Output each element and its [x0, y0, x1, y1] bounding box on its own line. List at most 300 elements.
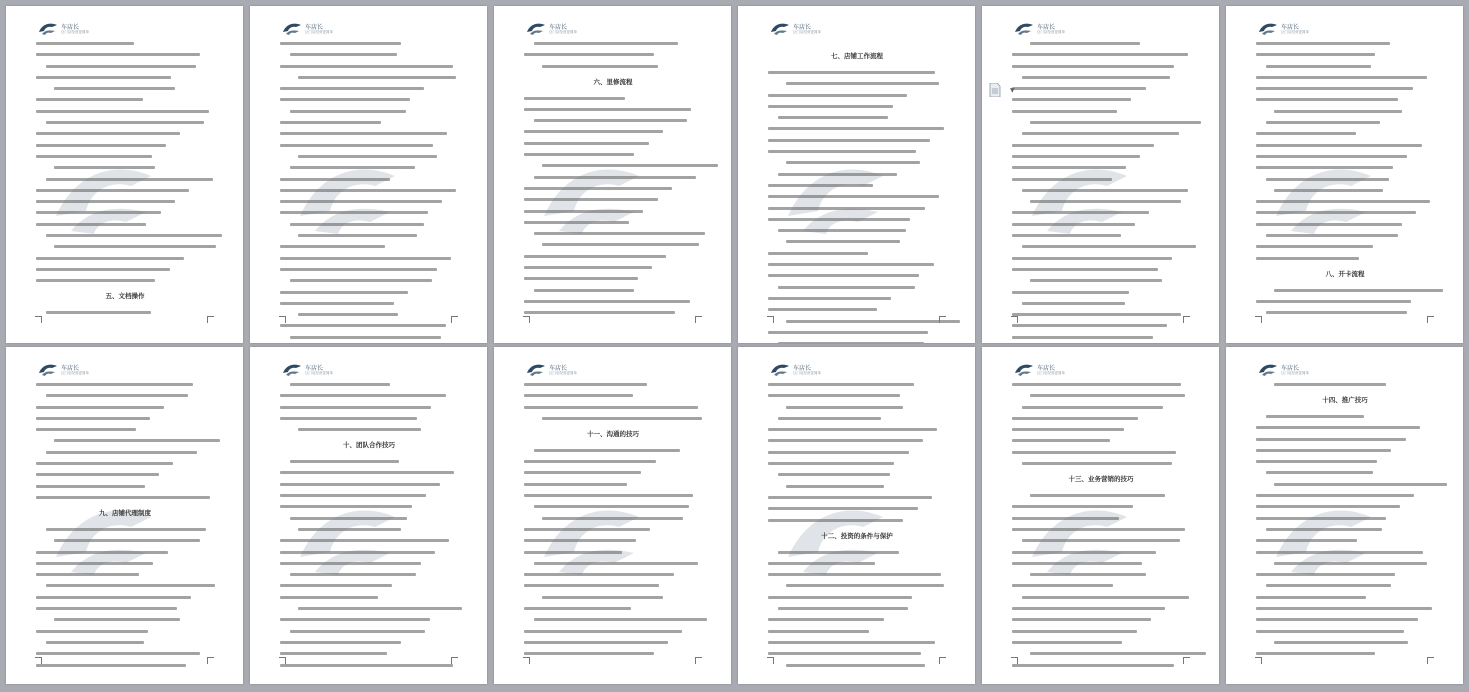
text-line [524, 528, 650, 531]
text-line [290, 279, 432, 282]
text-line [46, 528, 206, 531]
text-line [1022, 189, 1188, 192]
text-line [54, 245, 216, 248]
text-line [1012, 87, 1146, 90]
text-line [1012, 383, 1181, 386]
text-line [524, 573, 674, 576]
crop-mark [695, 657, 702, 664]
text-line [36, 406, 164, 409]
text-line [524, 187, 672, 190]
text-line [768, 71, 935, 74]
brand-name: 车店长 [549, 24, 568, 31]
text-line [1256, 166, 1393, 169]
text-line [524, 142, 649, 145]
text-line [524, 130, 663, 133]
text-line [1022, 76, 1170, 79]
text-line [280, 471, 454, 474]
text-line [36, 383, 193, 386]
text-line [768, 394, 900, 397]
text-line [524, 494, 693, 497]
page-header [282, 20, 362, 44]
text-line [768, 195, 939, 198]
crop-mark [1011, 657, 1018, 664]
text-line [524, 221, 629, 224]
text-line [1022, 539, 1180, 542]
text-line [768, 652, 921, 655]
text-line [1266, 471, 1373, 474]
text-line [1012, 155, 1140, 158]
text-line [298, 607, 462, 610]
page-header [1258, 20, 1338, 44]
crop-mark [451, 316, 458, 323]
text-line [280, 65, 453, 68]
brand-slogan: 让门店经营更简单 [793, 371, 821, 375]
text-line [1256, 87, 1413, 90]
text-line [768, 451, 909, 454]
text-line [290, 383, 390, 386]
section-title: 六、里修流程 [593, 77, 633, 86]
text-line [768, 596, 912, 599]
document-icon[interactable] [989, 82, 1001, 96]
text-line [1256, 607, 1432, 610]
brand-slogan: 让门店经营更简单 [61, 371, 89, 375]
text-line [768, 496, 932, 499]
text-line [524, 394, 633, 397]
text-line [524, 483, 627, 486]
text-line [36, 76, 171, 79]
text-line [1012, 65, 1174, 68]
text-line [542, 417, 702, 420]
section-title: 十二、投资的条件与保护 [821, 531, 893, 540]
brand-logo-icon [770, 363, 790, 377]
section-title: 九、店铺代理制度 [99, 508, 151, 517]
crop-mark [279, 657, 286, 664]
text-line [36, 573, 139, 576]
document-page[interactable] [250, 347, 487, 684]
text-line [1012, 268, 1158, 271]
text-line [534, 449, 680, 452]
text-line [524, 108, 691, 111]
text-line [524, 53, 654, 56]
text-line [54, 439, 220, 442]
text-line [1274, 641, 1408, 644]
text-line [524, 539, 636, 542]
text-line [36, 42, 134, 45]
text-line [1256, 460, 1377, 463]
page-header [526, 361, 606, 385]
crop-mark [767, 657, 774, 664]
text-line [280, 257, 451, 260]
text-line [1012, 664, 1174, 667]
crop-mark [523, 657, 530, 664]
brand-name: 车店长 [1037, 24, 1056, 31]
brand-name: 车店长 [793, 24, 812, 31]
text-line [1256, 257, 1359, 260]
text-line [768, 439, 923, 442]
text-line [778, 286, 915, 289]
crop-mark [1183, 657, 1190, 664]
text-line [534, 505, 689, 508]
text-line [1256, 245, 1373, 248]
page-body [524, 383, 702, 664]
brand-slogan: 让门店经营更简单 [305, 371, 333, 375]
text-line [46, 65, 196, 68]
text-line [36, 485, 145, 488]
text-line [786, 406, 903, 409]
section-title: 八、开卡流程 [1325, 269, 1365, 278]
text-line [768, 94, 907, 97]
text-line [36, 132, 180, 135]
text-line [280, 584, 392, 587]
brand-name: 车店长 [61, 365, 80, 372]
text-line [280, 42, 401, 45]
text-line [54, 87, 175, 90]
page-body [280, 42, 458, 343]
text-line [778, 342, 924, 343]
text-line [280, 417, 417, 420]
text-line [768, 139, 930, 142]
page-body [1256, 383, 1434, 664]
text-line [1266, 528, 1382, 531]
text-line [778, 229, 906, 232]
section-title: 五、文档操作 [105, 292, 145, 301]
page-header [38, 20, 118, 44]
text-line [290, 223, 424, 226]
text-line [1256, 652, 1375, 655]
text-line [1256, 630, 1404, 633]
document-page[interactable] [250, 6, 487, 343]
text-line [36, 664, 186, 667]
text-line [280, 268, 437, 271]
text-line [768, 207, 925, 210]
brand-logo-icon [282, 22, 302, 36]
text-line [768, 252, 868, 255]
page-body [36, 383, 214, 675]
brand-name: 车店长 [1281, 365, 1300, 372]
text-line [1030, 394, 1185, 397]
page-header [1014, 20, 1094, 44]
dropdown-icon[interactable]: ▼ [1010, 87, 1015, 94]
text-line [1022, 406, 1163, 409]
text-line [768, 105, 893, 108]
text-line [280, 178, 390, 181]
text-line [290, 573, 416, 576]
text-line [46, 311, 151, 314]
text-line [36, 268, 170, 271]
text-line [280, 302, 394, 305]
text-line [280, 291, 408, 294]
crop-mark [207, 657, 214, 664]
text-line [1012, 178, 1112, 181]
text-line [298, 76, 456, 79]
document-page[interactable] [1226, 6, 1463, 343]
text-line [1256, 426, 1420, 429]
text-line [1256, 200, 1430, 203]
text-line [280, 596, 378, 599]
brand-slogan: 让门店经营更简单 [61, 30, 89, 34]
text-line [768, 573, 941, 576]
text-line [768, 274, 919, 277]
text-line [1012, 439, 1110, 442]
brand-name: 车店长 [61, 24, 80, 31]
text-line [290, 110, 406, 113]
crop-mark [279, 316, 286, 323]
text-line [1012, 324, 1167, 327]
text-line [1012, 505, 1133, 508]
text-line [1266, 178, 1389, 181]
text-line [280, 562, 421, 565]
text-line [1012, 336, 1153, 339]
document-page[interactable] [6, 347, 243, 684]
brand-slogan: 让门店经营更简单 [549, 371, 577, 375]
text-line [36, 428, 136, 431]
text-line [524, 277, 638, 280]
text-line [768, 218, 910, 221]
text-line [36, 110, 209, 113]
text-line [1022, 462, 1172, 465]
text-line [524, 383, 647, 386]
text-line [768, 308, 877, 311]
brand-logo-icon [1258, 22, 1278, 36]
text-line [534, 42, 678, 45]
crop-mark [523, 316, 530, 323]
text-line [1266, 234, 1398, 237]
crop-mark [1427, 316, 1434, 323]
text-line [1256, 449, 1391, 452]
text-line [280, 211, 428, 214]
text-line [290, 166, 415, 169]
text-line [542, 65, 658, 68]
text-line [1266, 311, 1407, 314]
brand-logo-icon [770, 22, 790, 36]
text-line [542, 243, 699, 246]
text-line [1266, 121, 1380, 124]
text-line [280, 664, 453, 667]
page-header [770, 361, 850, 385]
text-line [36, 473, 159, 476]
text-line [1256, 517, 1386, 520]
text-line [36, 652, 200, 655]
section-title: 十、团队合作技巧 [343, 441, 395, 450]
text-line [290, 53, 397, 56]
text-line [54, 618, 180, 621]
text-line [1012, 428, 1124, 431]
brand-name: 车店长 [1037, 365, 1056, 372]
text-line [1012, 528, 1185, 531]
text-line [46, 121, 204, 124]
text-line [1256, 539, 1357, 542]
text-line [298, 155, 437, 158]
text-line [280, 245, 385, 248]
text-line [36, 211, 161, 214]
document-page[interactable] [982, 6, 1219, 343]
text-line [280, 132, 447, 135]
text-line [1012, 211, 1149, 214]
text-line [786, 485, 884, 488]
section-title: 十一、沟通的技巧 [587, 429, 639, 438]
text-line [290, 517, 407, 520]
brand-slogan: 让门店经营更简单 [305, 30, 333, 34]
text-line [778, 116, 888, 119]
page-header [1014, 361, 1094, 385]
crop-mark [35, 657, 42, 664]
brand-slogan: 让门店经营更简单 [549, 30, 577, 34]
text-line [36, 551, 168, 554]
brand-slogan: 让门店经营更简单 [1037, 371, 1065, 375]
text-line [1256, 144, 1422, 147]
text-line [1030, 279, 1162, 282]
text-line [786, 240, 900, 243]
text-line [1012, 144, 1154, 147]
page-header [38, 361, 118, 385]
text-line [1012, 257, 1172, 260]
text-line [768, 127, 944, 130]
text-line [280, 144, 433, 147]
text-line [1022, 596, 1189, 599]
text-line [524, 641, 668, 644]
crop-mark [939, 657, 946, 664]
text-line [1266, 415, 1364, 418]
text-line [768, 331, 928, 334]
section-title: 十四、推广技巧 [1322, 396, 1368, 404]
text-line [786, 82, 939, 85]
text-line [290, 336, 441, 339]
document-page[interactable] [738, 347, 975, 684]
text-line [1256, 211, 1416, 214]
page-body [1256, 42, 1434, 323]
text-line [524, 630, 682, 633]
document-page[interactable] [982, 347, 1219, 684]
text-line [36, 562, 153, 565]
crop-mark [1183, 316, 1190, 323]
text-line [1030, 200, 1181, 203]
text-line [280, 652, 387, 655]
text-line [1256, 618, 1418, 621]
page-header [1258, 361, 1338, 385]
text-line [280, 618, 430, 621]
text-line [1256, 438, 1406, 441]
brand-slogan: 让门店经营更简单 [1037, 30, 1065, 34]
text-line [786, 664, 925, 667]
text-line [1012, 584, 1113, 587]
text-line [1274, 383, 1386, 386]
text-line [298, 234, 417, 237]
text-line [1256, 53, 1375, 56]
text-line [1256, 76, 1427, 79]
text-line [290, 460, 399, 463]
text-line [1256, 505, 1400, 508]
brand-name: 车店长 [305, 24, 324, 31]
text-line [280, 394, 446, 397]
text-line [534, 232, 705, 235]
text-line [1256, 573, 1395, 576]
page-body [36, 42, 214, 323]
text-line [298, 528, 401, 531]
crop-mark [35, 316, 42, 323]
text-line [524, 266, 652, 269]
text-line [524, 153, 634, 156]
text-line [524, 311, 675, 314]
text-line [280, 551, 435, 554]
text-line [524, 255, 666, 258]
text-line [768, 562, 875, 565]
text-line [524, 406, 698, 409]
text-line [1012, 291, 1129, 294]
text-line [1012, 630, 1137, 633]
document-page[interactable] [6, 6, 243, 343]
brand-slogan: 让门店经营更简单 [1281, 30, 1309, 34]
brand-logo-icon [526, 22, 546, 36]
brand-name: 车店长 [793, 365, 812, 372]
document-page[interactable] [494, 6, 731, 343]
text-line [280, 539, 449, 542]
text-line [778, 607, 908, 610]
document-page[interactable] [1226, 347, 1463, 684]
brand-name: 车店长 [1281, 24, 1300, 31]
text-line [1266, 65, 1371, 68]
text-line [542, 596, 663, 599]
crop-mark [1255, 316, 1262, 323]
text-line [1274, 562, 1427, 565]
text-line [1256, 494, 1414, 497]
page-header [526, 20, 606, 44]
text-line [36, 98, 143, 101]
text-line [36, 155, 152, 158]
text-line [36, 630, 148, 633]
text-line [1030, 121, 1201, 124]
text-line [1012, 166, 1126, 169]
text-line [46, 641, 144, 644]
section-title: 七、店铺工作流程 [831, 52, 883, 60]
text-line [534, 176, 696, 179]
page-body [768, 383, 946, 675]
text-line [1012, 53, 1188, 56]
text-line [534, 119, 687, 122]
text-line [786, 320, 960, 323]
text-line [524, 97, 625, 100]
text-line [1030, 652, 1206, 655]
brand-logo-icon [1014, 363, 1034, 377]
text-line [1274, 289, 1443, 292]
text-line [1030, 42, 1140, 45]
text-line [524, 652, 654, 655]
text-line [280, 505, 412, 508]
brand-slogan: 让门店经营更简单 [793, 30, 821, 34]
page-header [282, 361, 362, 385]
text-line [36, 257, 184, 260]
text-line [280, 406, 431, 409]
text-line [46, 451, 197, 454]
text-line [1012, 451, 1176, 454]
crop-mark [207, 316, 214, 323]
text-line [768, 184, 873, 187]
text-line [36, 607, 177, 610]
text-line [298, 428, 421, 431]
text-line [1022, 245, 1196, 248]
text-line [768, 630, 869, 633]
text-line [1256, 98, 1398, 101]
text-line [54, 166, 155, 169]
text-line [1012, 562, 1142, 565]
text-line [768, 519, 903, 522]
document-page[interactable] [494, 347, 731, 684]
text-line [1274, 483, 1447, 486]
text-line [46, 234, 222, 237]
document-page[interactable] [738, 6, 975, 343]
page-body [524, 42, 702, 323]
text-line [36, 462, 173, 465]
text-line [1012, 417, 1138, 420]
